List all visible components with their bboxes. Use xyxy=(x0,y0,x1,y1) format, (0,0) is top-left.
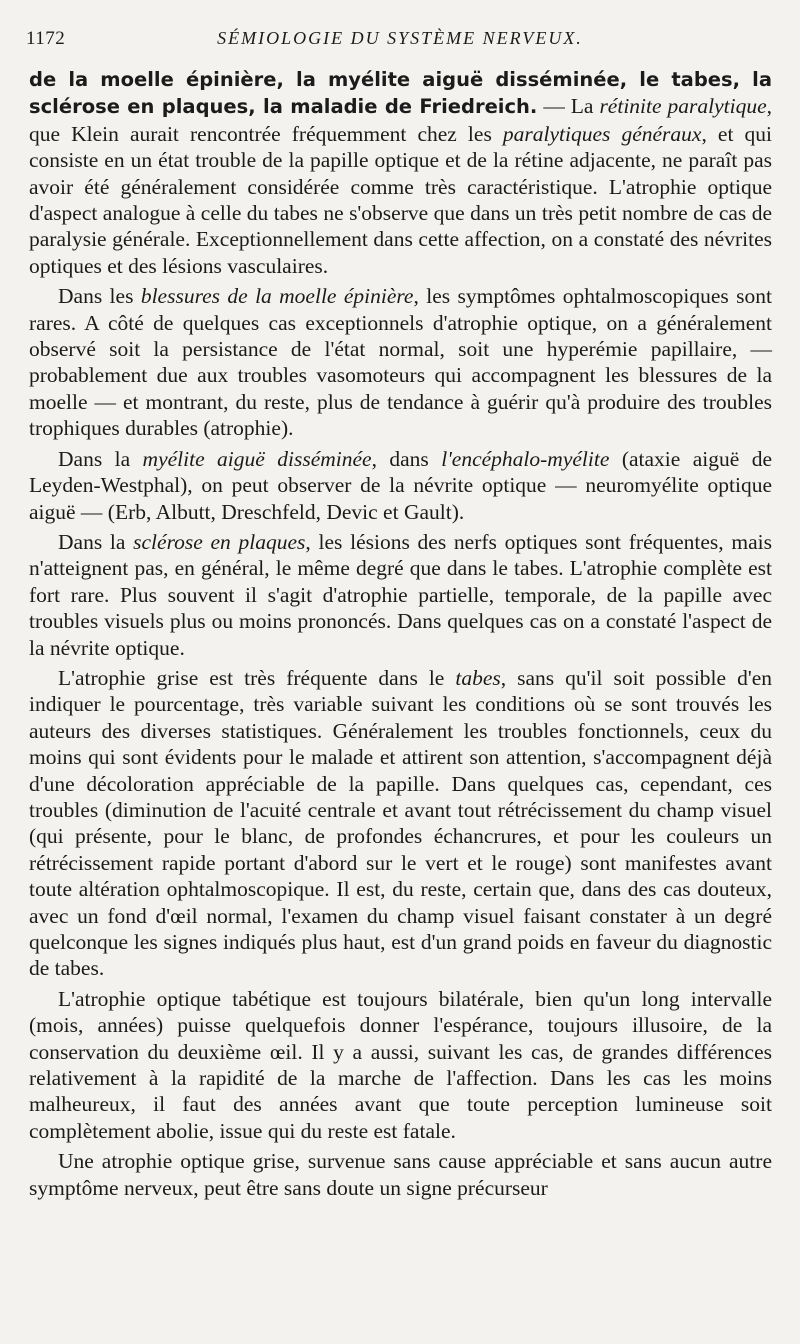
italic-term: l'encéphalo-myélite xyxy=(441,446,610,471)
paragraph-1 xyxy=(29,66,772,279)
text-span: — La xyxy=(537,94,600,119)
text-span: Une atrophie optique grise, survenue sans cause appréciable et sans aucun autre symptôme nerveux, peut être sans doute un signe précurseur xyxy=(29,1149,772,1200)
italic-term: blessures de la moelle épinière xyxy=(140,284,414,309)
text-span: , les lésions des nerfs optiques sont fréquentes, mais n'atteignent pas, en général, le même degré que dans le tabes. L'atrophie complète est fort rare. Plus souvent il s'agit d'atrophie partielle, temporale, de la papille avec troubles visuels plus ou moins prononcés. Dans quelques cas on a constaté l'aspect de la névrite optique. xyxy=(29,529,772,660)
text-span: , les symptômes ophtalmoscopiques sont rares. A côté de quelques cas exceptionnels d'atrophie optique, on a généralement observé soit la persistance de l'état normal, soit une hyperémie papillaire, — probablement due aux troubles vasomoteurs qui accompagnent les blessures de la moelle — et montrant, du reste, plus de tendance à guérir qu'à produire des troubles trophiques durables (atrophie). xyxy=(29,284,772,441)
text-span: , et qui consiste en un état trouble de la papille optique et de la rétine adjacente, ne paraît pas avoir été généralement considérée comme très caractéristique. L'atrophie optique d'aspect analogue à celle du tabes ne s'observe que dans un très petit nombre de cas de paralysie générale. Exceptionnellement dans cette affection, on a constaté des névrites optiques et des lésions vasculaires. xyxy=(29,121,772,278)
running-title: SÉMIOLOGIE DU SYSTÈME NERVEUX. xyxy=(217,28,583,48)
text-span: L'atrophie optique tabétique est toujours bilatérale, bien qu'un long intervalle (mois, années) puisse quelquefois donner l'espérance, toujours illusoire, de la conservation du deuxième œil. Il y a aussi, suivant les cas, de grandes différences relativement à la rapidité de la marche de l'affection. Dans les cas les moins malheureux, il faut des années avant que toute perception lumineuse soit complètement abolie, issue qui du reste est fatale. xyxy=(29,986,772,1143)
italic-term: myélite aiguë disséminée xyxy=(142,446,372,471)
text-span: Dans la xyxy=(58,529,134,554)
text-span: , sans qu'il soit possible d'en indiquer le pourcentage, très variable suivant les conditions où se sont trouvés les auteurs des diverses statistiques. Généralement les troubles fonctionnels, ceux du moins qui sont évidents pour le malade et attirent son attention, s'accompagnent déjà d'une décoloration appréciable de la papille. Dans quelques cas, cependant, ces troubles (diminution de l'acuité centrale et avant tout rétrécissement du champ visuel (qui présente, pour le blanc, de profondes échancrures, et pour les couleurs un rétrécissement rapide portant d'abord sur le vert et le rouge) sont manifestes avant toute altération ophtalmoscopique. Il est, du reste, certain que, dans des cas douteux, avec un fond d'œil normal, l'examen du champ visuel faisant constater à un degré quelconque les signes indiqués plus haut, est d'un grand poids en faveur du diagnostic de tabes. xyxy=(29,665,772,981)
italic-term: rétinite paralytique xyxy=(599,94,767,119)
text-span: Dans la xyxy=(58,446,143,471)
text-span: , que Klein aurait rencontrée fréquemment chez les xyxy=(29,94,772,146)
italic-term: sclérose en plaques xyxy=(133,529,306,554)
text-span: Dans les xyxy=(58,284,141,309)
paragraph-5 xyxy=(29,665,772,982)
italic-term: paralytiques généraux xyxy=(502,121,702,146)
italic-term: tabes xyxy=(455,665,501,690)
paragraph-3 xyxy=(29,446,772,525)
page-number: 1172 xyxy=(26,28,66,49)
paragraph-2 xyxy=(29,283,772,441)
text-span: (ataxie aiguë de Leyden-Westphal), on peut observer de la névrite optique — neuromyélite optique aiguë — (Erb, Albutt, Dreschfeld, Devic et Gault). xyxy=(29,446,772,524)
paragraph-7 xyxy=(29,1148,772,1201)
text-span: L'atrophie grise est très fréquente dans le xyxy=(58,665,456,690)
page-header xyxy=(26,28,774,58)
body-text xyxy=(29,66,772,1205)
text-span: , dans xyxy=(371,446,442,471)
paragraph-6 xyxy=(29,986,772,1144)
bold-text: de la moelle épinière, la myélite aiguë disséminée, le tabes, la sclérose en plaques, la maladie de Friedreich. xyxy=(29,68,772,119)
paragraph-4 xyxy=(29,529,772,661)
